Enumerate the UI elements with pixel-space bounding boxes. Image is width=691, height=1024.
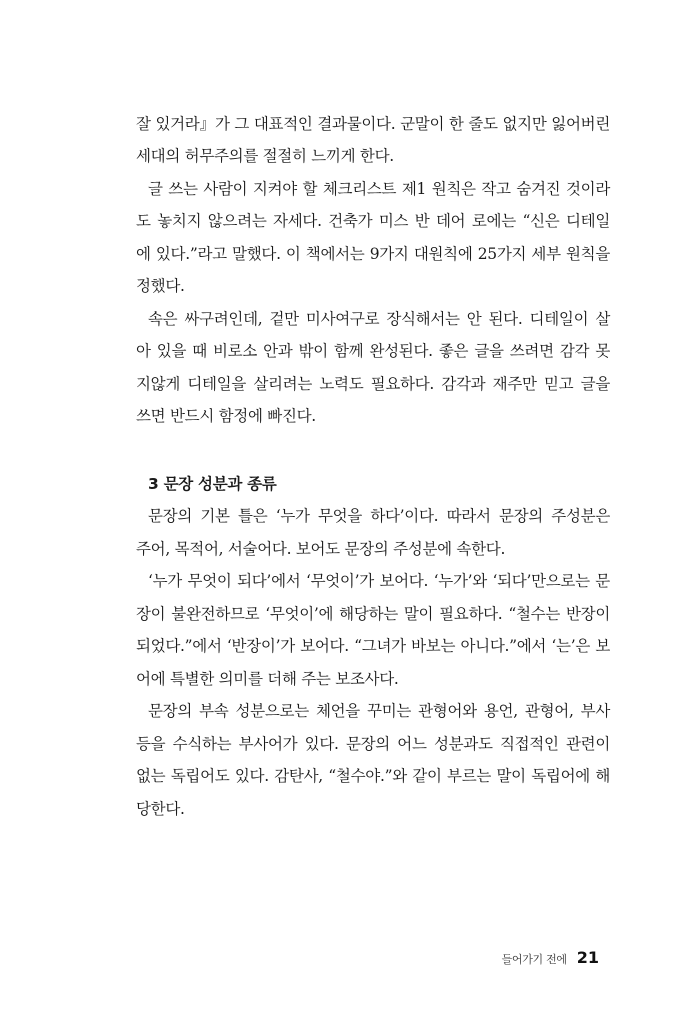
body-line: 정했다. <box>136 277 185 295</box>
body-line: 문장의 부속 성분으로는 체언을 꾸미는 관형어와 용언, 관형어, 부사 <box>148 702 610 720</box>
body-line: 주어, 목적어, 서술어다. 보어도 문장의 주성분에 속한다. <box>136 540 506 558</box>
page-footer <box>502 948 599 967</box>
body-line: 아 있을 때 비로소 안과 밖이 함께 완성된다. 좋은 글을 쓰려면 감각 못 <box>136 342 610 360</box>
body-line: 세대의 허무주의를 절절히 느끼게 한다. <box>136 147 394 165</box>
body-line: 글 쓰는 사람이 지켜야 할 체크리스트 제1 원칙은 작고 숨겨진 것이라 <box>148 180 610 198</box>
body-line: ‘누가 무엇이 되다’에서 ‘무엇이’가 보어다. ‘누가’와 ‘되다’만으로는 문 <box>148 572 610 590</box>
body-line: 속은 싸구려인데, 겉만 미사여구로 장식해서는 안 된다. 디테일이 살 <box>148 310 610 328</box>
body-line: 잘 있거라』가 그 대표적인 결과물이다. 군말이 한 줄도 없지만 잃어버린 <box>136 115 610 133</box>
body-line: 장이 불완전하므로 ‘무엇이’에 해당하는 말이 필요하다. “철수는 반장이 <box>136 605 610 623</box>
body-line: 없는 독립어도 있다. 감탄사, “철수야.”와 같이 부르는 말이 독립어에 해 <box>136 767 610 785</box>
body-line: 쓰면 반드시 함정에 빠진다. <box>136 407 316 425</box>
body-line: 도 놓치지 않으려는 자세다. 건축가 미스 반 데어 로에는 “신은 디테일 <box>136 212 610 230</box>
running-footer-title: 들어가기 전에 <box>501 953 567 966</box>
body-line: 되었다.”에서 ‘반장이’가 보어다. “그녀가 바보는 아니다.”에서 ‘는’은 보 <box>136 637 610 655</box>
body-line: 당한다. <box>136 800 185 818</box>
body-line: 에 있다.”라고 말했다. 이 책에서는 9가지 대원칙에 25가지 세부 원칙을 <box>136 245 610 263</box>
body-line: 문장의 기본 틀은 ‘누가 무엇을 하다’이다. 따라서 문장의 주성분은 <box>148 507 610 525</box>
page-number: 21 <box>576 948 599 967</box>
body-line: 등을 수식하는 부사어가 있다. 문장의 어느 성분과도 직접적인 관련이 <box>136 735 610 753</box>
section-heading: 3 문장 성분과 종류 <box>148 475 277 493</box>
body-line: 어에 특별한 의미를 더해 주는 보조사다. <box>136 670 399 688</box>
body-line: 지않게 디테일을 살리려는 노력도 필요하다. 감각과 재주만 믿고 글을 <box>136 375 610 393</box>
